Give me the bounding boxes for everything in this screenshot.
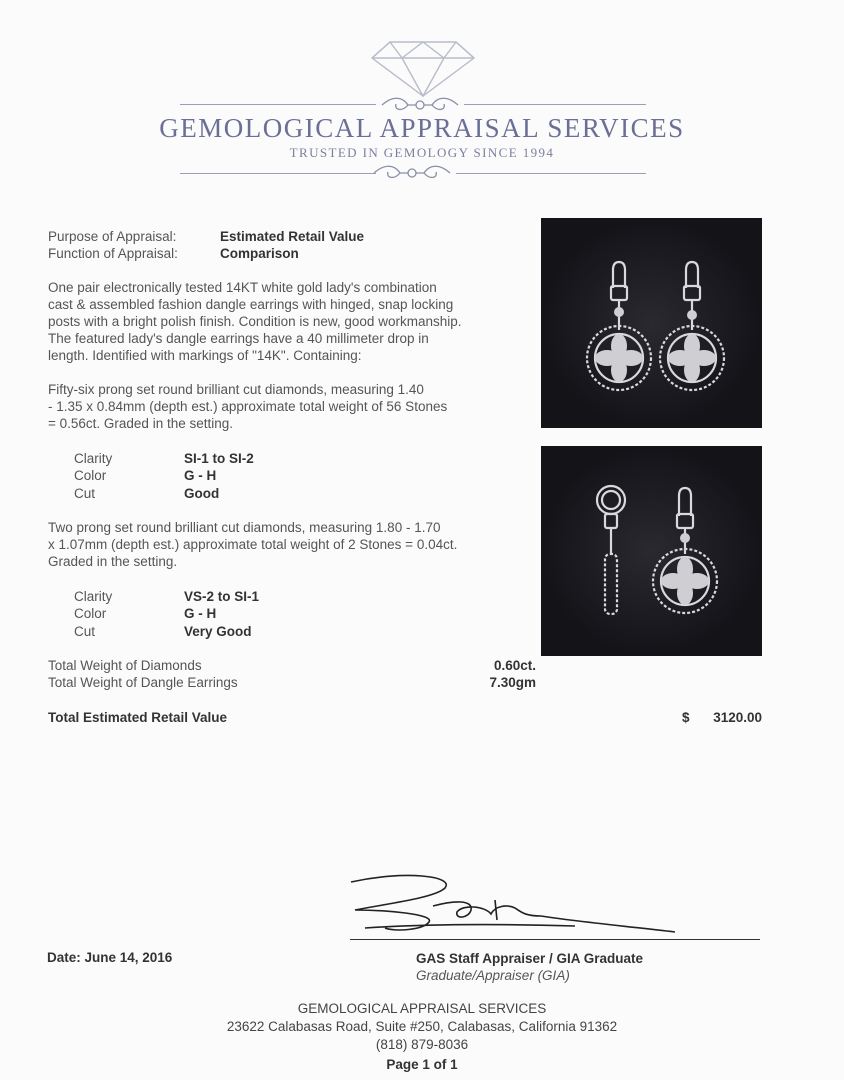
footer-company: GEMOLOGICAL APPRAISAL SERVICES xyxy=(297,1001,547,1016)
stones1-clarity-value: SI-1 to SI-2 xyxy=(184,451,254,466)
purpose-label: Purpose of Appraisal: xyxy=(48,229,177,244)
stones2-clarity-label: Clarity xyxy=(74,589,113,604)
function-label: Function of Appraisal: xyxy=(48,246,178,261)
header-rule-left-bottom xyxy=(180,173,376,174)
description-line: posts with a bright polish finish. Condition is new, good workmanship. xyxy=(48,314,462,329)
company-tagline: TRUSTED IN GEMOLOGY SINCE 1994 xyxy=(289,145,555,160)
stones1-cut-label: Cut xyxy=(74,486,96,501)
earrings-photo-front xyxy=(541,218,762,428)
footer-address: 23622 Calabasas Road, Suite #250, Calabasas, California 91362 xyxy=(226,1019,618,1034)
appraisal-date: Date: June 14, 2016 xyxy=(47,950,173,965)
stones1-clarity-label: Clarity xyxy=(74,451,113,466)
stones2-color-value: G - H xyxy=(184,606,217,621)
description-line: cast & assembled fashion dangle earrings with hinged, snap locking xyxy=(48,297,454,312)
total-retail-label: Total Estimated Retail Value xyxy=(48,710,228,725)
stones1-line: Fifty-six prong set round brilliant cut diamonds, measuring 1.40 xyxy=(48,382,424,397)
stones2-line: x 1.07mm (depth est.) approximate total weight of 2 Stones = 0.04ct. xyxy=(48,537,458,552)
stones1-cut-value: Good xyxy=(184,486,220,501)
stones2-color-label: Color xyxy=(74,606,107,621)
description-line: length. Identified with markings of "14K". Containing: xyxy=(48,348,362,363)
stones2-cut-label: Cut xyxy=(74,624,96,639)
total-earrings-value: 7.30gm xyxy=(489,675,536,690)
stones2-cut-value: Very Good xyxy=(184,624,252,639)
stones1-color-value: G - H xyxy=(184,468,217,483)
earrings-photo-side xyxy=(541,446,762,656)
scroll-ornament-bottom-icon xyxy=(372,162,452,184)
description-line: One pair electronically tested 14KT white gold lady's combination xyxy=(48,280,437,295)
stones1-color-label: Color xyxy=(74,468,107,483)
earrings-pair-image xyxy=(541,218,762,428)
stones1-line: = 0.56ct. Graded in the setting. xyxy=(48,416,233,431)
total-diamonds-label: Total Weight of Diamonds xyxy=(48,658,202,673)
stones2-line: Graded in the setting. xyxy=(48,554,178,569)
signature-line xyxy=(350,939,760,940)
diamond-logo-icon xyxy=(368,38,478,98)
stones2-line: Two prong set round brilliant cut diamonds, measuring 1.80 - 1.70 xyxy=(48,520,441,535)
earrings-side-image xyxy=(541,446,762,656)
total-earrings-label: Total Weight of Dangle Earrings xyxy=(48,675,238,690)
retail-currency: $ xyxy=(682,710,690,725)
appraiser-signature xyxy=(345,870,675,940)
footer-phone: (818) 879-8036 xyxy=(375,1037,469,1052)
function-value: Comparison xyxy=(220,246,299,261)
header-rule-left xyxy=(180,104,376,105)
total-diamonds-value: 0.60ct. xyxy=(493,658,536,673)
header-rule-right xyxy=(464,104,646,105)
stones1-line: - 1.35 x 0.84mm (depth est.) approximate total weight of 56 Stones xyxy=(48,399,448,414)
appraiser-title: GAS Staff Appraiser / GIA Graduate xyxy=(416,951,644,966)
total-retail-value: 3120.00 xyxy=(713,710,762,725)
header-rule-right-bottom xyxy=(456,173,646,174)
stones2-clarity-value: VS-2 to SI-1 xyxy=(184,589,260,604)
company-brand: GEMOLOGICAL APPRAISAL SERVICES xyxy=(159,113,685,143)
appraiser-subtitle: Graduate/Appraiser (GIA) xyxy=(416,968,570,983)
description-line: The featured lady's dangle earrings have a 40 millimeter drop in xyxy=(48,331,429,346)
purpose-value: Estimated Retail Value xyxy=(220,229,365,244)
page-number: Page 1 of 1 xyxy=(386,1057,458,1072)
